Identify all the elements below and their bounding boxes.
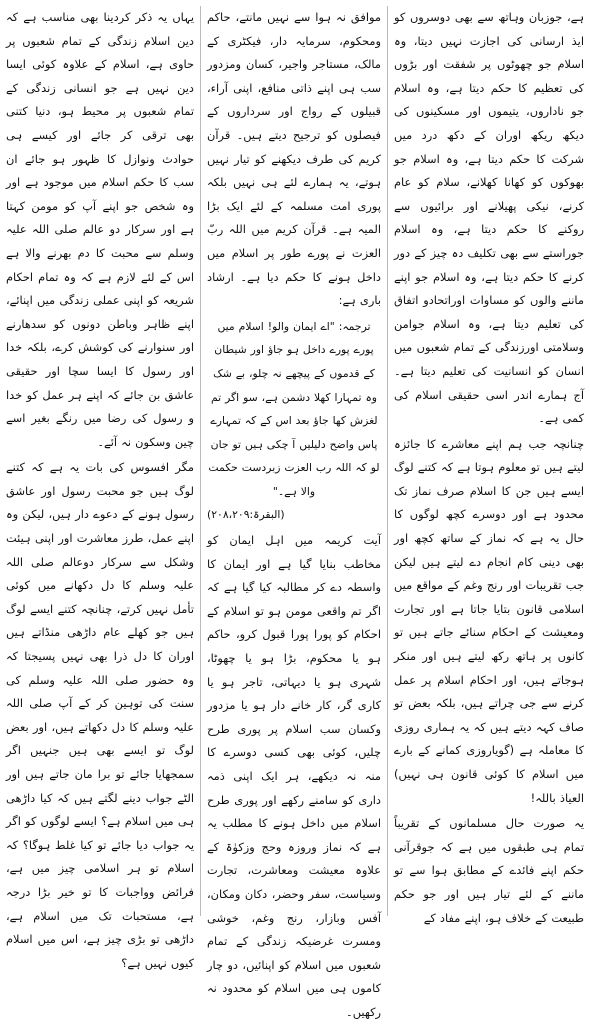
quran-translation: ترجمہ: "اے ایمان والو! اسلام میں پورے پورے داخل ہو جاؤ اور شیطان کے قدموں کے پیچھے نہ چلو، بے شک وہ تمہارا کھلا دشمن ہے، سو اگر تم لغزش کھا جاؤ بعد اس کے کہ تمہارے پاس واضح دلیلیں آ چکی ہیں تو جان لو کہ اللہ رب العزت زبردست حکمت والا ہے۔" <box>208 319 380 498</box>
paragraph: ہے، جوزبان وہاتھ سے بھی دوسروں کو ایذ ارسانی کی اجازت نہیں دیتا، وہ اسلام جو چھوٹوں پر شفقت اور بڑوں کی تعظیم کا حکم دیتا ہے، وہ اسلام جو ناداروں، یتیموں اور مسکینوں کی دیکھ ریکھ اوران کے دکھ درد میں شرکت کا حکم دیتا ہے، وہ اسلام جو بھوکوں کو کھانا کھلانے، سلام کو عام کرنے، نیکی پھیلانے اور برائیوں سے روکنے کا حکم دیتا ہے، وہ اسلام جوراستے سے بھی تکلیف دہ چیز کے دور کرنے کا حکم دیتا ہے، وہ اسلام جو اپنے ماننے والوں کو مساوات اوراتحادو اتفاق کی تعلیم دیتا ہے، وہ اسلام جوامن وسلامتی اورزندگی کے تمام شعبوں میں انسان کو انسانیت کی تعلیم دیتا ہے۔ آج ہمارے اندر اسی حقیقی اسلام کی کمی ہے۔ <box>394 10 584 426</box>
column-left <box>6 6 200 970</box>
column-middle <box>200 6 388 1019</box>
paragraph: یہ صورت حال مسلمانوں کے تقریباً تمام ہی طبقوں میں ہے کہ جوقرآنی حکم اپنے فائدے کے مطابق ہوا سے تو ماننے کے لئے تیار ہیں اور جو حکم طبیعت کے خلاف ہو، اپنے مفاد کے <box>394 816 584 925</box>
paragraph: آیت کریمہ میں اہل ایمان کو مخاطب بنایا گیا ہے اور ایمان کا واسطہ دے کر مطالبہ کیا گیا ہے کہ اگر تم واقعی مومن ہو تو اسلام کے احکام کو پورا پورا قبول کرو، حاکم ہو یا محکوم، بڑا ہو یا چھوٹا، شہری ہو یا دیہاتی، تاجر ہو یا کاری گر، کار خانے دار ہو یا مزدور وکسان سب اسلام پر پوری طرح چلیں، کوئی بھی کسی دوسرے کا منہ نہ دیکھے، ہر ایک اپنی ذمہ داری کو سامنے رکھے اور پوری طرح اسلام میں داخل ہونے کا مطلب یہ ہے کہ نماز وروزہ وحج وزکوٰۃ کے علاوہ معیشت ومعاشرت، تجارت وسیاست، سفر وحضر، دکان ومکان، آفس وبازار، رنج وغم، خوشی ومسرت غرضیکہ زندگی کے تمام شعبوں میں اسلام کو اپنائیں، دو چار کاموں ہی میں اسلام کو محدود نہ رکھیں۔ <box>207 533 381 1019</box>
column-right <box>388 6 584 925</box>
verse-reference: (البقرۃ:۲۰۸،۲۰۹) <box>207 508 285 522</box>
paragraph: مگر افسوس کی بات یہ ہے کہ کتنے لوگ ہیں جو محبت رسول اور عاشق رسول ہونے کے دعوے دار ہیں، لیکن وہ اپنے عمل، طرز معاشرت اور اپنی ہیئت وشکل سے سرکار دوعالم صلی اللہ علیہ وسلم کا دل دکھانے میں کوئی تأمل نہیں کرتے، چنانچہ کتنے ایسے لوگ ہیں جو کھلے عام داڑھی منڈاتے ہیں اوران کا دل ذرا بھی نہیں پسیجتا کہ وہ حضور صلی اللہ علیہ وسلم کی سنت کی توہین کر کے آپ صلی اللہ علیہ وسلم کا دل دکھاتے ہیں، اور بعض لوگ تو ایسے بھی ہیں جنہیں اگر سمجھایا جائے تو برا مان جاتے ہیں اور الٹے جواب دینے لگتے ہیں کہ کیا داڑھی ہی میں اسلام ہے؟ ایسے لوگوں کو اگر یہ جواب دیا جائے تو کیا غلط ہوگا؟ کہ اسلام تو ہر اسلامی چیز میں ہے، فرائض وواجبات کا تو خیر بڑا درجہ ہے، مستحبات تک میں اسلام ہے، داڑھی تو بڑی چیز ہے، اس میں اسلام کیوں نہیں ہے؟ <box>6 460 194 970</box>
paragraph: موافق نہ ہوا سے نہیں مانتے، حاکم ومحکوم، سرمایہ دار، فیکٹری کے مالک، مستاجر واجیر، کسان ومزدور سب ہی اپنے ذاتی منافع، اپنی آراء، قبیلوں کے رواج اور سرداروں کے فیصلوں کو ترجیح دیتے ہیں۔ قرآن کریم کی طرف دیکھنے کو تیار نہیں ہوتے، یہ ہمارے لئے ہی نہیں بلکہ پوری امت مسلمہ کے لئے ایک بڑا المیہ ہے۔ قرآن کریم میں اللہ ربّ العزت نے پورے طور پر اسلام میں داخل ہونے کا حکم دیا ہے۔ ارشاد باری ہے: <box>207 10 381 308</box>
paragraph: یہاں یہ ذکر کردینا بھی مناسب ہے کہ دین اسلام زندگی کے تمام شعبوں پر حاوی ہے، اسلام کے علاوہ کوئی ایسا دین نہیں ہے جو انسانی زندگی کے تمام شعبوں پر محیط ہو، دنیا کتنی بھی ترقی کر جائے اور کیسے ہی حوادث ونوازل کا ظہور ہو جائے ان سب کا حکم اسلام میں موجود ہے اور وہ شخص جو اپنے آپ کو مومن کہتا ہے اور سرکار دو عالم صلی اللہ علیہ وسلم سے محبت کا دم بھرنے والا ہے اس کے لئے لازم ہے کہ وہ تمام احکام شریعہ کو اپنی عملی زندگی میں اپنائے، اپنے ظاہر وباطن دونوں کو سدھارنے اور سنوارنے کی کوشش کرے، بلکہ خدا اور رسول کا ایسا سچا اور حقیقی عاشق بن جائے کہ اپنے ہر عمل کو خدا و رسول کی رضا میں رنگے بغیر اسے چین وسکون نہ آئے۔ <box>6 10 194 449</box>
paragraph: چنانچہ جب ہم اپنے معاشرے کا جائزہ لیتے ہیں تو معلوم ہوتا ہے کہ کتنے لوگ ایسے ہیں جن کا اسلام صرف نماز تک محدود ہے اور دوسرے کچھ لوگوں کا حال یہ ہے کہ نماز کے ساتھ کچھ اور بھی دینی کام انجام دے لیتے ہیں لیکن جب تقریبات اور رنج وغم کے مواقع میں اسلامی قانون بتایا جاتا ہے اور تجارت ومعیشت کے احکام سنائے جاتے ہیں تو کانوں پر ہاتھ رکھ لیتے ہیں اور منکر ہوجاتے ہیں، اور احکام اسلام پر عمل کرنے سے جی چراتے ہیں، بلکہ بعض تو صاف کہہ دیتے ہیں کہ یہ ہماری روزی کا معاملہ ہے (گویاروزی کمانے کے بارے میں اسلام کا کوئی قانون ہی نہیں) العیاذ باللہ! <box>394 436 584 805</box>
